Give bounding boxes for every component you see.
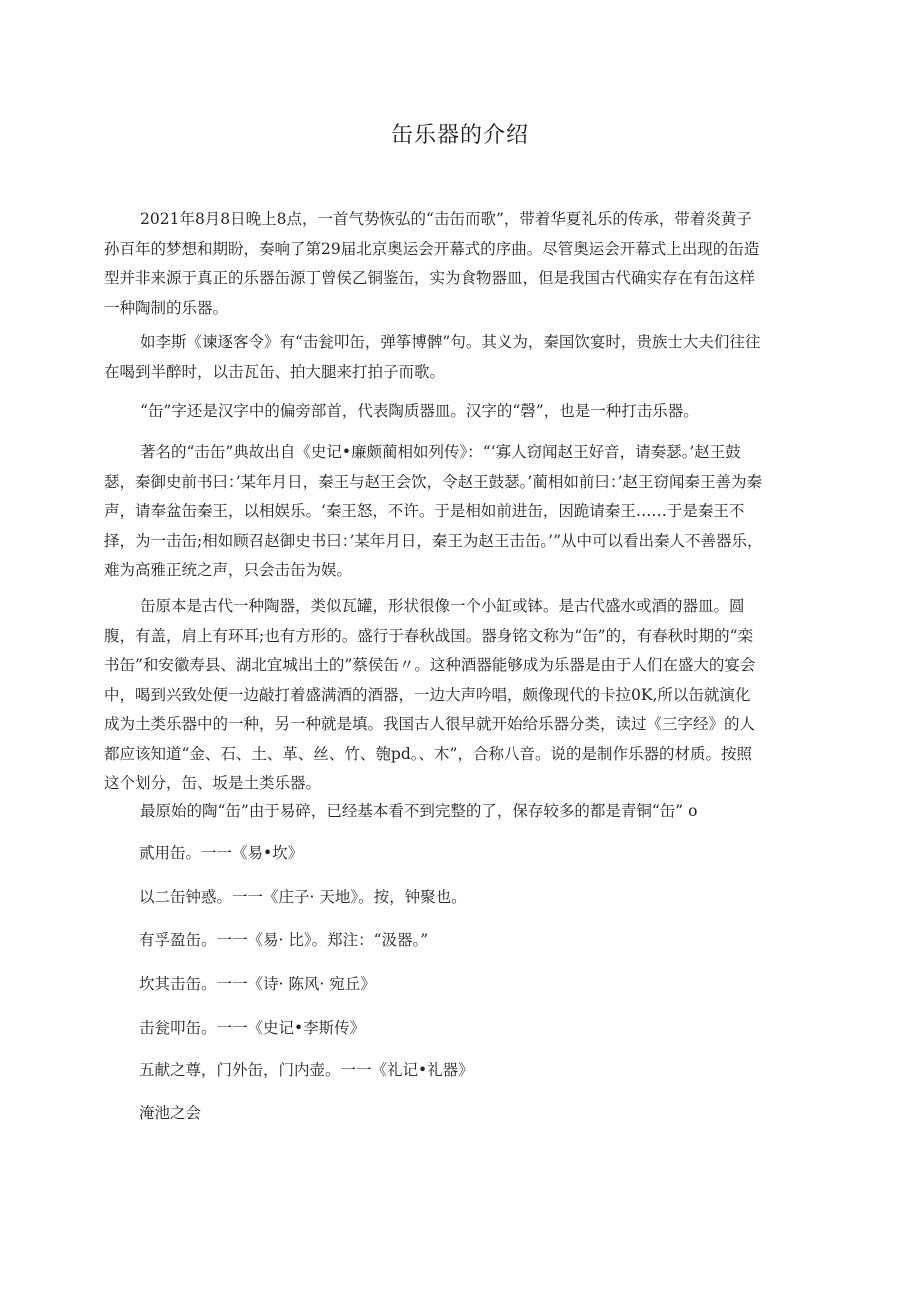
paragraph-fou-origin: 缶原本是古代一种陶器，类似瓦罐，形状很像一个小缸或钵。是古代盛水或酒的器皿。圆腹，有盖，肩上有环耳;也有方形的。盛行于春秋战国。器身铭文称为“缶”的，有春秋时期的“栾书缶”和安徽寿县、湖北宜城出土的”蔡侯缶〃。这种酒器能够成为乐器是由于人们在盛大的宴会中，喝到兴致处便一边敲打着盛满酒的酒器，一边大声吟唱，颇像现代的卡拉0K,所以缶就演化成为土类乐器中的一种，另一种就是填。我国古人很早就开始给乐器分类，读过《三字经》的人都应该知道“金、石、土、革、丝、竹、匏pd。、木”，合称八音。说的是制作乐器的材质。按照这个划分，缶、坂是土类乐器。 bbox=[104, 597, 756, 792]
paragraph-bronze-fou: 最原始的陶“缶”由于易碎，已经基本看不到完整的了，保存较多的都是青铜“缶” o bbox=[140, 802, 698, 820]
quote-line: 以二缶钟惑。一一《庄子· 天地》。按，钟聚也。 bbox=[139, 888, 467, 906]
paragraph-radical: “缶”字还是汉字中的偏旁部首，代表陶质器皿。汉字的“磬”，也是一种打击乐器。 bbox=[140, 402, 699, 420]
paragraph-opening: 2021年8月8日晚上8点，一首气势恢弘的“击缶而歌”，带着华夏礼乐的传承，带着炎黄子孙百年的梦想和期盼，奏响了第29届北京奥运会开幕式的序曲。尽管奥运会开幕式上出现的缶造型并非来源于真正的乐器缶源丁曾侯乙铜鉴缶，实为食物器皿，但是我国古代确实存在有缶这样一种陶制的乐器。 bbox=[104, 210, 760, 317]
quote-line: 淹池之会 bbox=[139, 1104, 202, 1122]
quote-line: 贰用缶。一一《易•坎》 bbox=[139, 844, 304, 862]
document-title: 缶乐器的介绍 bbox=[390, 123, 529, 148]
quote-line: 五献之尊，门外缶，门内壶。一一《礼记•礼器》 bbox=[139, 1061, 474, 1079]
quote-line: 击瓮叩缶。一一《史记•李斯传》 bbox=[139, 1019, 366, 1037]
paragraph-shiji-story: 著名的“击缶”典故出自《史记•廉颇蔺相如列传》：“‘寡人窃闻赵王好音，请奏瑟。’赵王鼓瑟，秦御史前书曰：’某年月日，秦王与赵王会饮，令赵王鼓瑟。’蔺相如前曰：’赵王窃闻秦王善为秦声，请奉盆缶秦王，以相娱乐。‘秦王怒，不许。于是相如前进缶，因跪请秦王……于是秦王不择，为一击缶;相如顾召赵御史书曰：’某年月日，秦王为赵王击缶。’”从中可以看出秦人不善器乐，难为高雅正统之声，只会击缶为娱。 bbox=[104, 443, 763, 579]
quote-line: 有孚盈缶。一一《易· 比》。郑注：“汲器。” bbox=[139, 931, 429, 949]
paragraph-li-si: 如李斯《谏逐客令》有“击瓮叩缶，弹筝博髀”句。其义为，秦国饮宴时，贵族士大夫们往往在喝到半醉时，以击瓦缶、拍大腿来打拍子而歌。 bbox=[104, 333, 761, 381]
quote-line: 坎其击缶。一一《诗· 陈风· 宛丘》 bbox=[139, 975, 376, 993]
